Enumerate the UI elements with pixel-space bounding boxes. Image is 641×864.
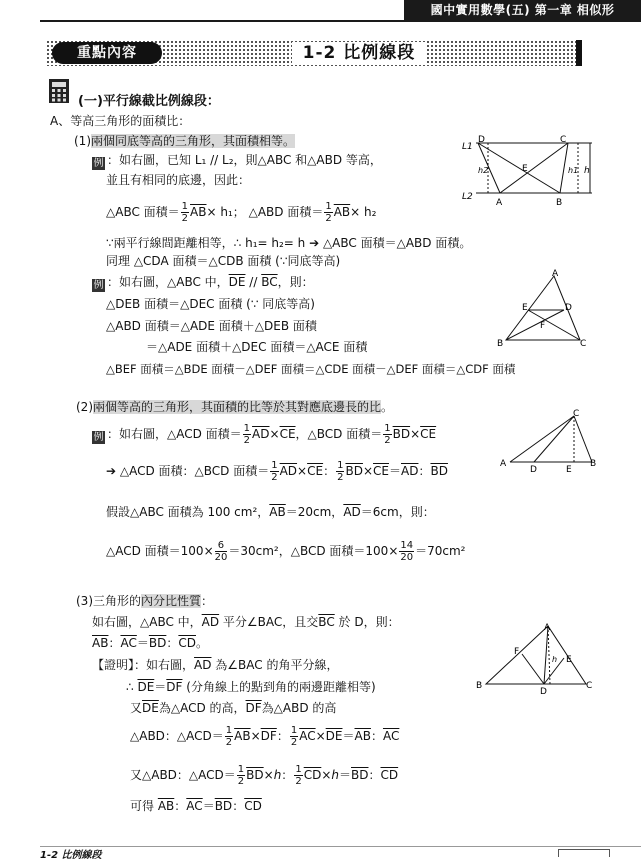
label-l2: L2 [462,192,473,202]
fig3-label-a: A [500,459,507,469]
calculator-icon [48,78,70,104]
proof-line4: △ABD：△ACD＝ $\frac{1}{2}$ $\overline{AB}\times\overline{DF}$： $\frac{1}{2}$ $\overline{AC}\times\overline{DE}=\overline{AB}$：$\overline{AC}$ [130,725,400,748]
label-h2: h2 [478,166,489,175]
figure-triangle-de-bc [494,266,594,350]
example1-line2: 並且有相同的底邊，因此： [106,173,251,187]
example2-line4: △BEF 面積＝△BDE 面積－△DEF 面積＝△CDE 面積－△DEF 面積＝△CDF 面積 [106,362,516,376]
proof-line2: ∴ $\overline{DE}=\overline{DF}$ (分角線上的點到角的兩邊距離相等) [126,680,376,694]
figure-equal-height [496,408,600,474]
fig2-label-f: F [540,321,546,331]
example2-line2: △ABD 面積＝△ADE 面積＋△DEB 面積 [106,319,317,333]
label-l1: L1 [462,142,473,152]
fig2-label-a: A [552,269,559,279]
banner-label: 重點內容 [52,42,162,64]
example2-intro: 例 ：如右圖，△ABC 中，$\overline{DE} // \overline{BC}$，則： [93,275,314,291]
property3-ratio: $\overline{AB}$：$\overline{AC}=\overline{BD}$：$\overline{CD}$。 [92,636,209,650]
fig4-label-h: h [552,655,558,664]
example1-line1: 例 ：如右圖，已知 L₁ // L₂，則△ABC 和△ABD 等高， [93,153,382,169]
fig4-label-e: E [566,655,572,665]
property3-title: (3)三角形的內分比性質： [76,594,214,608]
example3-ratio: ➔ △ACD 面積：△BCD 面積＝ $\frac{1}{2}$ $\overline{AD}\times\overline{CE}$： $\frac{1}{2}$ $\overline{BD}\times\overline{CE}=\overline{AD}$：$\overline{BD}$ [106,460,448,483]
calculation-line: △ACD 面積＝100× $\frac{6}{20}$ ＝30cm²，△BCD 面積＝100× $\frac{14}{20}$ ＝70cm² [106,540,466,563]
example3-line: 例 ：如右圖，△ACD 面積＝ $\frac{1}{2}$ $\overline{AD}\times\overline{CE}$，△BCD 面積＝ $\frac{1}{2}$ $\overline{BD}\times\overline{CE}$ [93,423,437,446]
property1-title: (1)兩個同底等高的三角形，其面積相等。 [74,134,296,148]
figure-angle-bisector [474,620,598,698]
example1-areas: △ABC 面積＝ $\frac{1}{2}$ $\overline{AB}\times h_1$； △ABD 面積＝ $\frac{1}{2}$ $\overline{AB}\times h_2$ [106,201,377,224]
label-e: E [522,164,528,174]
proof-line3: 又$\overline{DE}$為△ACD 的高，$\overline{DF}$為△ABD 的高 [130,701,337,715]
proof-conclusion: 可得 $\overline{AB}$：$\overline{AC}=\overline{BD}$：$\overline{CD}$ [130,799,262,813]
footer-text: 1-2 比例線段 [40,850,102,861]
fig2-label-d: D [565,303,572,313]
property2-title: (2)兩個等高的三角形，其面積的比等於其對應底邊長的比。 [76,400,394,414]
label-b: B [556,198,563,208]
label-d: D [478,135,485,145]
fig3-label-c: C [573,409,580,419]
label-c: C [560,135,567,145]
header-rule [40,20,641,22]
proof-line5: 又△ABD：△ACD＝ $\frac{1}{2}$ $\overline{BD}\times h$： $\frac{1}{2}$ $\overline{CD}\times h=\overline{BD}$：$\overline{CD}$ [130,764,399,787]
fig2-label-e: E [522,303,528,313]
subsection-a: A、等高三角形的面積比： [50,114,191,128]
footer-rule [40,846,641,847]
fig4-label-b: B [476,681,483,691]
fig4-label-c: C [586,681,593,691]
label-h: h [584,166,590,176]
proof-intro: 【證明】：如右圖，$\overline{AD}$ 為∠BAC 的角平分線， [92,658,339,672]
fig2-label-c: C [580,339,587,349]
example2-line3: ＝△ADE 面積＋△DEC 面積＝△ACE 面積 [146,340,368,354]
section1-heading: (一)平行線截比例線段： [78,94,220,109]
assumption-line: 假設△ABC 面積為 100 cm²，$\overline{AB}=20cm$，$\overline{AD}=6cm$，則： [106,505,435,519]
property3-intro: 如右圖，△ABC 中，$\overline{AD}$ 平分∠BAC，且交$\overline{BC}$ 於 D，則： [92,615,400,629]
figure-parallel-lines [458,133,598,211]
fig2-label-b: B [497,339,504,349]
example1-same: 同理 △CDA 面積＝△CDB 面積 (∵同底等高) [106,254,341,268]
fig3-label-e: E [566,465,572,474]
label-h1: h1 [568,166,579,175]
fig3-label-b: B [590,459,597,469]
fig4-label-d: D [540,687,547,697]
example2-line1: △DEB 面積＝△DEC 面積 (∵ 同底等高) [106,297,315,311]
label-a: A [496,198,503,208]
banner-title: 1-2 比例線段 [292,42,426,64]
fig3-label-d: D [530,465,537,474]
fig4-label-f: F [514,647,520,657]
fig4-label-a: A [544,623,551,633]
example1-because: ∵兩平行線間距離相等，∴ h₁= h₂= h ➔ △ABC 面積＝△ABD 面積。 [106,236,472,250]
chapter-header: 國中實用數學(五) 第一章 相似形 [404,0,641,20]
